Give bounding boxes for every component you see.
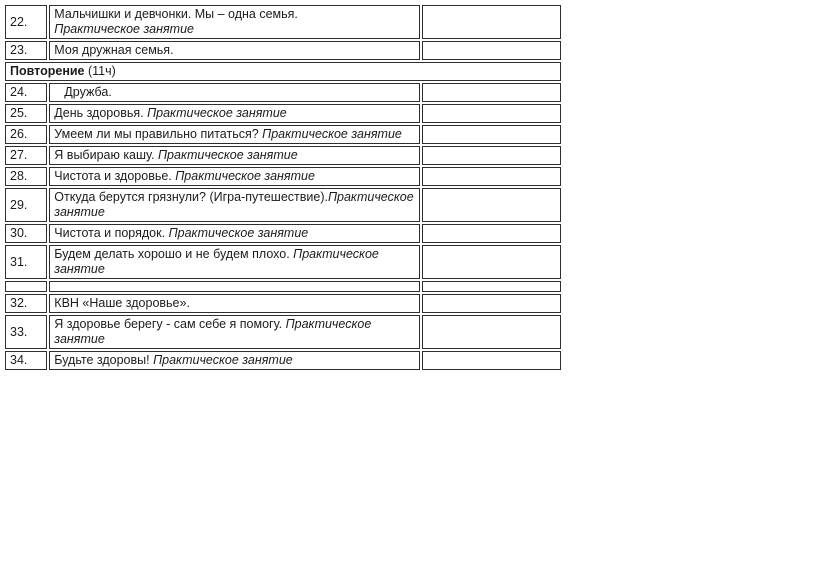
topic-cell — [49, 104, 420, 123]
topic-text-segment: Практическое занятие — [175, 169, 315, 183]
table-row — [5, 5, 561, 39]
blank-cell — [422, 224, 561, 243]
table-row — [5, 188, 561, 222]
row-number-cell: 25. — [5, 104, 47, 123]
table-row — [5, 146, 561, 165]
topic-text-segment: КВН «Наше здоровье». — [54, 296, 190, 310]
empty-cell — [49, 281, 420, 292]
topic-text-segment: Практическое занятие — [153, 353, 293, 367]
topic-cell — [49, 188, 420, 222]
topic-text-segment: Моя дружная семья. — [54, 43, 174, 57]
row-number-cell: 24. — [5, 83, 47, 102]
blank-cell — [422, 315, 561, 349]
row-number-cell: 29. — [5, 188, 47, 222]
topic-text-segment: Будьте здоровы! — [54, 353, 154, 367]
topic-cell — [49, 125, 420, 144]
topic-text-segment: Практическое занятие — [168, 226, 309, 240]
row-number-cell: 31. — [5, 245, 47, 279]
topic-cell — [49, 245, 420, 279]
blank-cell — [422, 188, 561, 222]
row-number-cell: 34. — [5, 351, 47, 370]
blank-cell — [422, 104, 561, 123]
table-row — [5, 83, 561, 102]
table-row — [5, 125, 561, 144]
topic-text-segment: Практическое занятие — [147, 106, 287, 120]
table-row — [5, 167, 561, 186]
topic-text-segment: Откуда берутся грязнули? (Игра-путешествие). — [54, 190, 328, 204]
row-number-cell: 30. — [5, 224, 47, 243]
blank-cell — [422, 41, 561, 60]
topic-text-segment: Чистота и порядок. — [54, 226, 169, 240]
topic-text-segment: Повторение — [10, 64, 85, 78]
row-number-cell: 22. — [5, 5, 47, 39]
blank-cell — [422, 83, 561, 102]
row-number-cell: 26. — [5, 125, 47, 144]
topic-text-segment: (11ч) — [84, 64, 116, 78]
table-row — [5, 224, 561, 243]
topic-text-segment: Практическое занятие — [157, 148, 298, 162]
topic-cell — [49, 224, 420, 243]
empty-cell — [5, 281, 47, 292]
topic-text-segment: Мальчишки и девчонки. Мы – одна семья. — [54, 7, 298, 21]
table-row — [5, 315, 561, 349]
row-number-cell: 28. — [5, 167, 47, 186]
topic-cell — [49, 315, 420, 349]
topic-text-segment: Я выбираю кашу. — [54, 148, 158, 162]
topic-cell — [49, 146, 420, 165]
blank-cell — [422, 146, 561, 165]
topic-cell — [49, 351, 420, 370]
row-number-cell: 33. — [5, 315, 47, 349]
topic-text-segment: Чистота и здоровье. — [54, 169, 176, 183]
topic-text-segment: Практическое занятие — [54, 247, 379, 276]
topic-cell — [49, 294, 420, 313]
topic-text-segment: Умеем ли мы правильно питаться? — [54, 127, 263, 141]
blank-cell — [422, 294, 561, 313]
curriculum-table — [3, 3, 563, 372]
blank-cell — [422, 5, 561, 39]
section-header-cell — [5, 62, 561, 81]
topic-cell — [49, 5, 420, 39]
topic-text-segment: Будем делать хорошо и не будем плохо. — [54, 247, 294, 261]
topic-cell — [49, 41, 420, 60]
empty-cell — [422, 281, 561, 292]
table-row — [5, 245, 561, 279]
topic-text-segment: Практическое занятие — [262, 127, 402, 141]
topic-text-segment: Практическое занятие — [54, 317, 372, 346]
topic-cell — [49, 167, 420, 186]
section-row — [5, 62, 561, 81]
row-number-cell: 27. — [5, 146, 47, 165]
table-row — [5, 351, 561, 370]
empty-row — [5, 281, 561, 292]
table-row — [5, 41, 561, 60]
table-row — [5, 294, 561, 313]
topic-text-segment: Дружба. — [64, 85, 112, 99]
blank-cell — [422, 245, 561, 279]
topic-text-segment: Я здоровье берегу - сам себе я помогу. — [54, 317, 286, 331]
curriculum-table-body — [5, 5, 561, 370]
topic-cell — [49, 83, 420, 102]
topic-text-segment: Практическое занятие — [54, 22, 194, 36]
blank-cell — [422, 167, 561, 186]
blank-cell — [422, 125, 561, 144]
row-number-cell: 32. — [5, 294, 47, 313]
topic-text-segment: День здоровья. — [54, 106, 148, 120]
row-number-cell: 23. — [5, 41, 47, 60]
blank-cell — [422, 351, 561, 370]
topic-text-segment: Практическое занятие — [54, 190, 414, 219]
table-row — [5, 104, 561, 123]
